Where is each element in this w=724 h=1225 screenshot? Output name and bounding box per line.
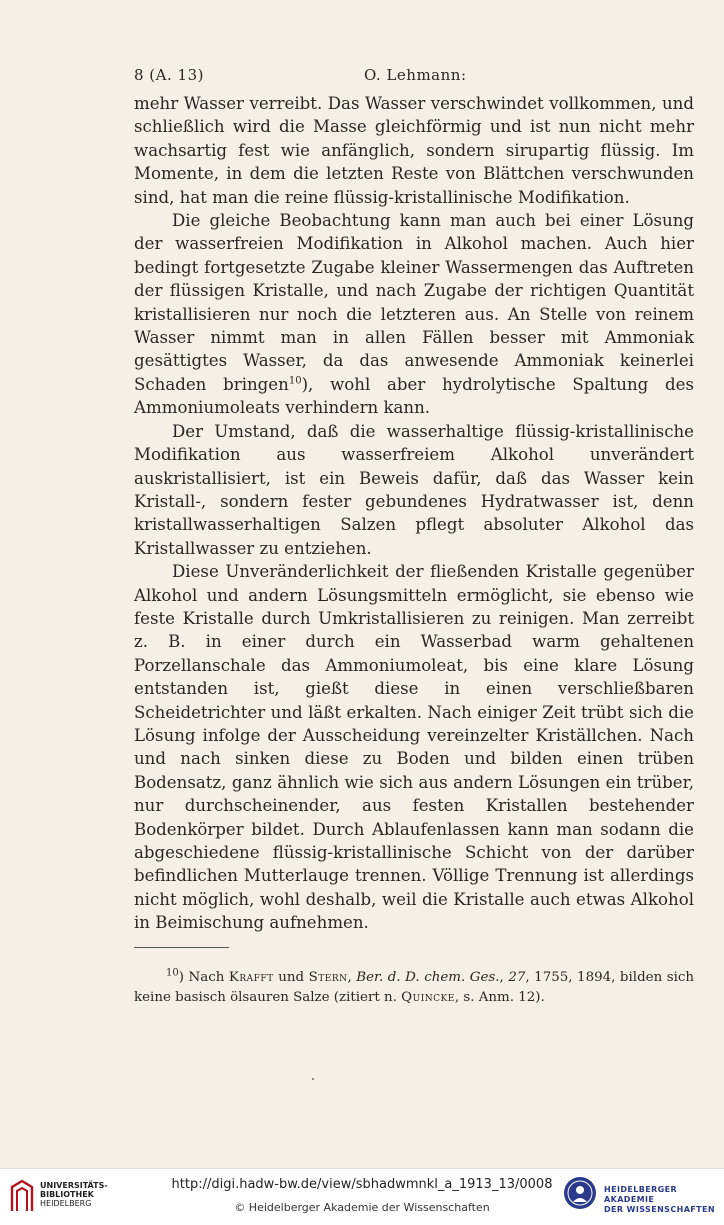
academy-seal-icon[interactable]	[562, 1175, 598, 1211]
journal-title: Ber. d. D. chem. Ges.	[356, 970, 500, 985]
permalink-url[interactable]: http://digi.hadw-bw.de/view/sbhadwmnkl_a_1913_13/0008	[171, 1177, 553, 1192]
paragraph-2: Die gleiche Beobachtung kann man auch bei einer Lösung der wasserfreien Modifikation in Alkohol machen. Auch hier bedingt fortgesetzte Zugabe kleiner Wassermengen das Auftreten der flüssigen Kristalle, und nach Zugabe der richtigen Quantität kristallisieren nur noch die letzteren aus. An Stelle von reinem Wasser nimmt man in allen Fällen besser mit Ammoniak gesättigtes Wasser, da das anwesende Ammoniak keinerlei Schaden bringen$^{10}$), wohl aber hydrolytische Spaltung des Ammoniumoleats verhindern kann.	[134, 211, 694, 418]
page-reference: 8 (A. 13)	[134, 66, 204, 84]
author-krafft: Krafft	[228, 970, 274, 985]
body-text	[134, 92, 694, 935]
copyright-notice: © Heidelberger Akademie der Wissenschaften	[234, 1201, 490, 1214]
page-speck	[312, 1078, 314, 1080]
journal-volume: 27	[508, 970, 526, 985]
author-header: O. Lehmann:	[364, 66, 467, 84]
viewer-footer	[0, 1168, 724, 1225]
author-quincke: Quincke	[401, 990, 455, 1005]
library-name: UNIVERSITÄTS- BIBLIOTHEK HEIDELBERG	[40, 1181, 108, 1208]
footnote-10: $^{10}$) Nach Krafft und Stern, Ber. d. D. chem. Ges., 27, 1755, 1894, bilden sich keine basisch ölsauren Salze (zitiert n. Quincke, s. Anm. 12).	[134, 967, 695, 1005]
paragraph-4: Diese Unveränderlichkeit der fließenden Kristalle gegenüber Alkohol und andern Lösungsmitteln ermöglicht, sie ebenso wie feste Kristalle durch Umkristallisieren zu reinigen. Man zerreibt z. B. in einer durch ein Wasserbad warm gehaltenen Porzellanschale das Ammoniumoleat, bis eine klare Lösung entstanden ist, gießt diese in einen verschließbaren Scheidetrichter und läßt erkalten. Nach einiger Zeit trübt sich die Lösung infolge der Ausscheidung vereinzelter Kriställchen. Nach und nach sinken diese zu Boden und bilden einen trüben Bodensatz, ganz ähnlich wie sich aus andern Lösungen ein trüber, nur durchscheinender, aus festen Kristallen bestehender Bodenkörper bildet. Durch Ablaufenlassen kann man sodann die abgeschiedene flüssig-kristallinische Schicht von der darüber befindlichen Mutterlauge trennen. Völlige Trennung ist allerdings nicht möglich, wohl deshalb, weil die Kristalle auch etwas Alkohol in Beimischung aufnehmen.	[134, 562, 694, 933]
academy-name: HEIDELBERGER AKADEMIE DER WISSENSCHAFTEN	[604, 1185, 715, 1214]
footnote-divider	[134, 947, 229, 948]
running-header	[134, 66, 694, 88]
paragraph-1: mehr Wasser verreibt. Das Wasser verschwindet vollkommen, und schließlich wird die Masse gleichförmig und ist nun nicht mehr wachsartig fest wie anfänglich, sondern sirupartig flüssig. Im Momente, in dem die letzten Reste von Blättchen verschwunden sind, hat man die reine flüssig-kristallinische Modifikation.	[134, 94, 694, 207]
paragraph-3: Der Umstand, daß die wasserhaltige flüssig-kristallinische Modifikation aus wasserfreiem Alkohol unverändert auskristallisiert, ist ein Beweis dafür, daß das Wasser kein Kristall-, sondern fester gebundenes Hydratwasser ist, denn kristallwasserhaltigen Salzen pflegt absoluter Alkohol das Kristallwasser zu entziehen.	[134, 421, 694, 558]
footnote	[134, 968, 694, 1008]
footnote-reference[interactable]: 10	[288, 375, 302, 387]
footnote-mark: 10	[166, 967, 179, 979]
author-stern: Stern	[308, 970, 348, 985]
